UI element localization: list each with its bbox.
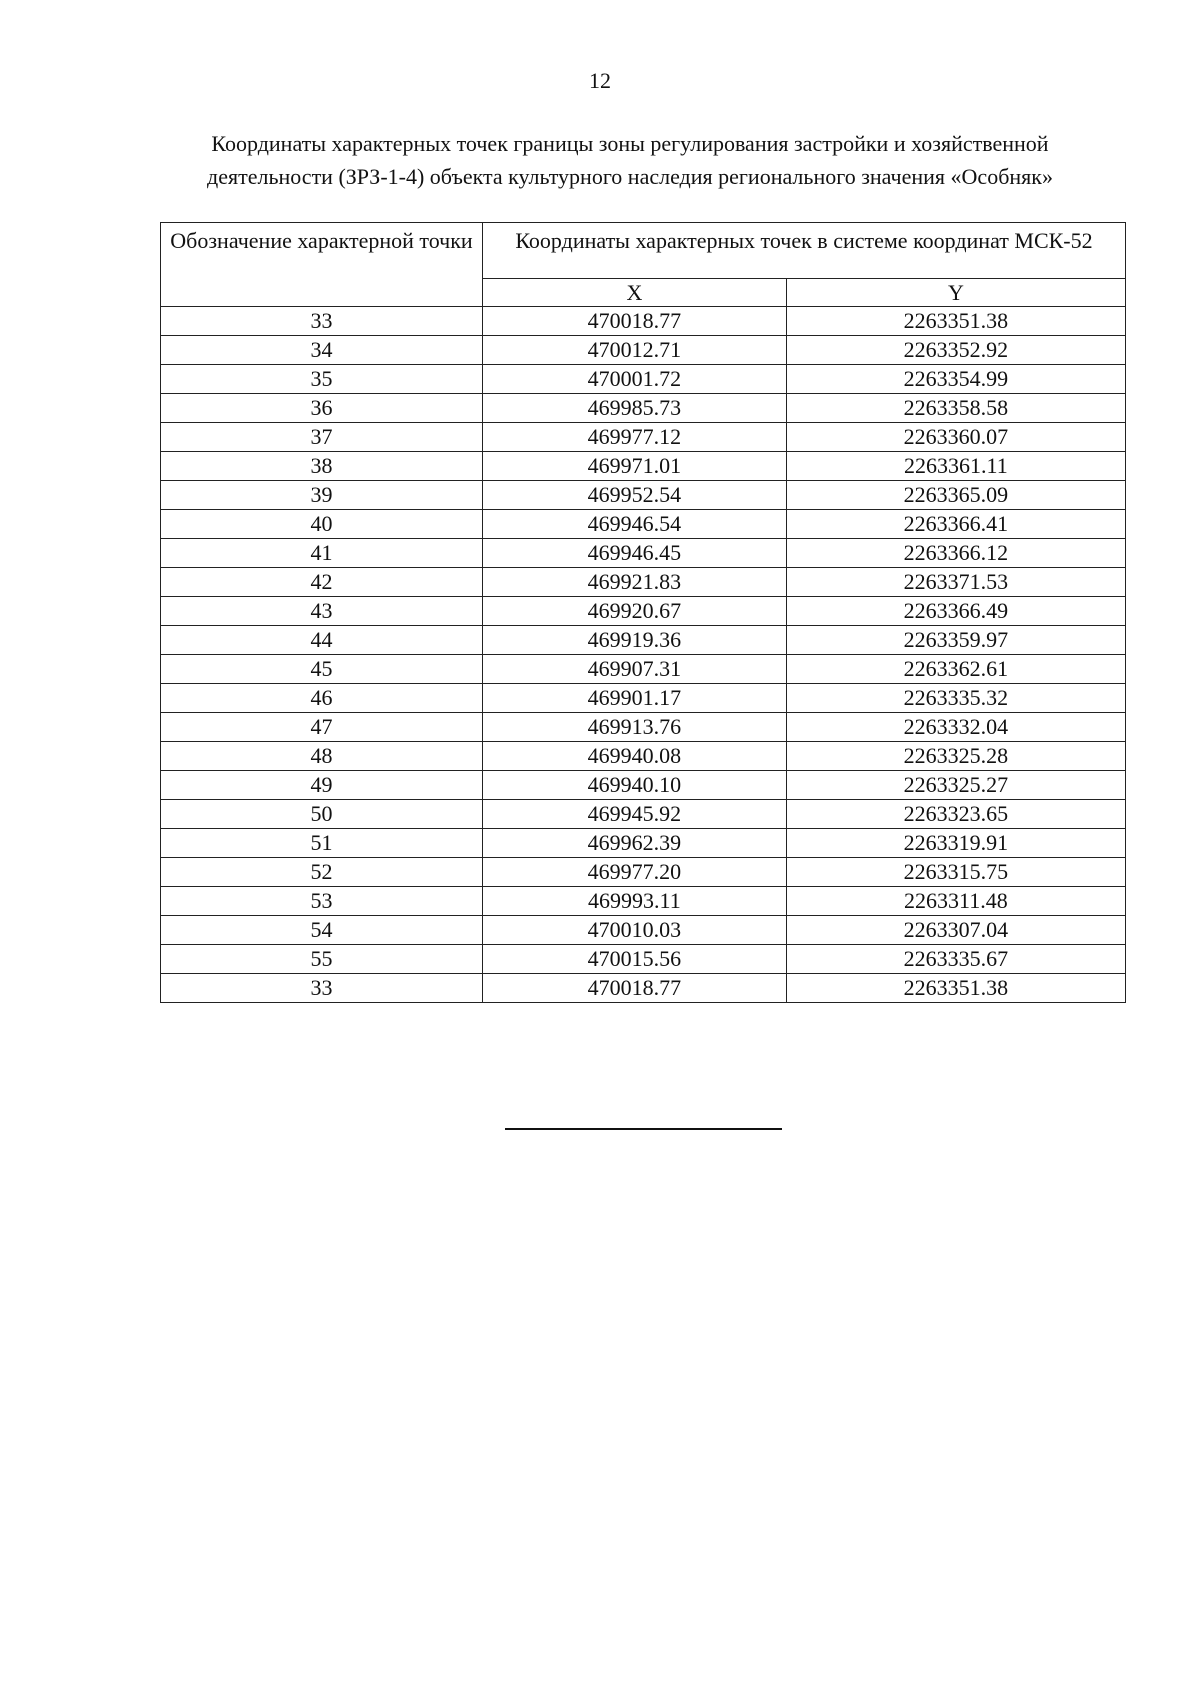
table-row <box>161 481 1126 510</box>
cell-y: 2263323.65 <box>786 800 1125 829</box>
cell-y: 2263335.67 <box>786 945 1125 974</box>
cell-point: 46 <box>161 684 483 713</box>
cell-y: 2263351.38 <box>786 307 1125 336</box>
table-row <box>161 771 1126 800</box>
table-row <box>161 307 1126 336</box>
cell-point: 50 <box>161 800 483 829</box>
cell-point: 43 <box>161 597 483 626</box>
table-row <box>161 597 1126 626</box>
cell-point: 37 <box>161 423 483 452</box>
cell-y: 2263352.92 <box>786 336 1125 365</box>
cell-y: 2263354.99 <box>786 365 1125 394</box>
cell-point: 54 <box>161 916 483 945</box>
cell-y: 2263362.61 <box>786 655 1125 684</box>
cell-y: 2263351.38 <box>786 974 1125 1003</box>
cell-x: 470015.56 <box>483 945 787 974</box>
cell-x: 469977.20 <box>483 858 787 887</box>
table-row <box>161 365 1126 394</box>
table-row <box>161 510 1126 539</box>
cell-x: 469946.45 <box>483 539 787 568</box>
table-row <box>161 626 1126 655</box>
cell-x: 469952.54 <box>483 481 787 510</box>
cell-x: 469921.83 <box>483 568 787 597</box>
cell-y: 2263358.58 <box>786 394 1125 423</box>
cell-y: 2263319.91 <box>786 829 1125 858</box>
table-row <box>161 800 1126 829</box>
cell-y: 2263325.28 <box>786 742 1125 771</box>
table-body <box>161 307 1126 1003</box>
cell-x: 469946.54 <box>483 510 787 539</box>
cell-y: 2263366.49 <box>786 597 1125 626</box>
coordinates-table <box>160 222 1126 1003</box>
table-row <box>161 423 1126 452</box>
cell-point: 48 <box>161 742 483 771</box>
cell-point: 41 <box>161 539 483 568</box>
cell-x: 469919.36 <box>483 626 787 655</box>
cell-x: 470010.03 <box>483 916 787 945</box>
table-row <box>161 713 1126 742</box>
document-title <box>150 127 1110 193</box>
table-row <box>161 742 1126 771</box>
title-line-1: Координаты характерных точек границы зоны регулирования застройки и хозяйственной <box>211 131 1049 156</box>
cell-point: 47 <box>161 713 483 742</box>
header-coordinates-system: Координаты характерных точек в системе координат МСК-52 <box>483 223 1126 279</box>
cell-point: 38 <box>161 452 483 481</box>
cell-x: 470012.71 <box>483 336 787 365</box>
cell-x: 469985.73 <box>483 394 787 423</box>
cell-y: 2263360.07 <box>786 423 1125 452</box>
cell-x: 469940.10 <box>483 771 787 800</box>
cell-y: 2263361.11 <box>786 452 1125 481</box>
cell-point: 55 <box>161 945 483 974</box>
page-number: 12 <box>589 68 611 93</box>
title-line-2: деятельности (ЗРЗ-1-4) объекта культурного наследия регионального значения «Особняк» <box>207 164 1053 189</box>
cell-point: 36 <box>161 394 483 423</box>
cell-point: 33 <box>161 307 483 336</box>
cell-point: 42 <box>161 568 483 597</box>
table-row <box>161 568 1126 597</box>
cell-point: 44 <box>161 626 483 655</box>
table-row <box>161 452 1126 481</box>
cell-point: 35 <box>161 365 483 394</box>
cell-y: 2263371.53 <box>786 568 1125 597</box>
cell-x: 469907.31 <box>483 655 787 684</box>
cell-x: 469993.11 <box>483 887 787 916</box>
cell-y: 2263366.41 <box>786 510 1125 539</box>
table-row <box>161 655 1126 684</box>
cell-x: 469962.39 <box>483 829 787 858</box>
table-row <box>161 974 1126 1003</box>
cell-point: 53 <box>161 887 483 916</box>
cell-y: 2263311.48 <box>786 887 1125 916</box>
cell-y: 2263332.04 <box>786 713 1125 742</box>
cell-y: 2263366.12 <box>786 539 1125 568</box>
header-point-designation: Обозначение характерной точки <box>161 223 483 307</box>
cell-point: 33 <box>161 974 483 1003</box>
cell-x: 469940.08 <box>483 742 787 771</box>
cell-point: 51 <box>161 829 483 858</box>
cell-point: 52 <box>161 858 483 887</box>
cell-x: 470018.77 <box>483 307 787 336</box>
cell-y: 2263359.97 <box>786 626 1125 655</box>
table-row <box>161 684 1126 713</box>
cell-y: 2263325.27 <box>786 771 1125 800</box>
table-row <box>161 336 1126 365</box>
cell-point: 34 <box>161 336 483 365</box>
cell-x: 469920.67 <box>483 597 787 626</box>
cell-x: 470001.72 <box>483 365 787 394</box>
table-row <box>161 829 1126 858</box>
cell-y: 2263307.04 <box>786 916 1125 945</box>
cell-x: 470018.77 <box>483 974 787 1003</box>
header-y: Y <box>786 279 1125 307</box>
cell-x: 469977.12 <box>483 423 787 452</box>
cell-point: 49 <box>161 771 483 800</box>
cell-point: 39 <box>161 481 483 510</box>
table-row <box>161 887 1126 916</box>
cell-y: 2263365.09 <box>786 481 1125 510</box>
cell-x: 469971.01 <box>483 452 787 481</box>
table-row <box>161 945 1126 974</box>
cell-point: 40 <box>161 510 483 539</box>
cell-x: 469901.17 <box>483 684 787 713</box>
cell-y: 2263315.75 <box>786 858 1125 887</box>
table-row <box>161 539 1126 568</box>
table-row <box>161 858 1126 887</box>
table-header-row <box>161 223 1126 279</box>
cell-x: 469913.76 <box>483 713 787 742</box>
table-row <box>161 916 1126 945</box>
cell-x: 469945.92 <box>483 800 787 829</box>
cell-point: 45 <box>161 655 483 684</box>
closing-divider <box>505 1128 782 1130</box>
cell-y: 2263335.32 <box>786 684 1125 713</box>
header-x: X <box>483 279 787 307</box>
table-row <box>161 394 1126 423</box>
